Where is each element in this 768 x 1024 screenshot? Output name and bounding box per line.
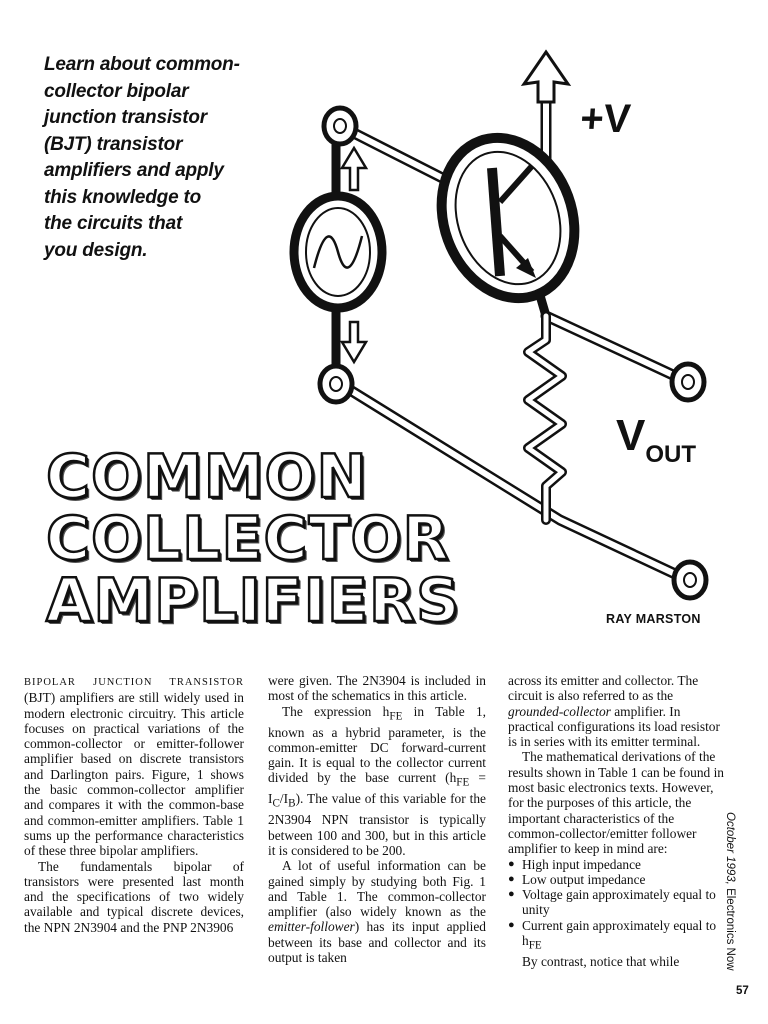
intro-line: junction transistor (44, 107, 207, 128)
article-title (46, 442, 461, 636)
text-run: in Table 1, known as a hybrid parameter, is the common-emitter DC forward-current gain. It is equal to the collector current divided by the base current (h (268, 703, 486, 786)
supply-arrow-icon (524, 52, 568, 102)
issue-sidebar (724, 812, 736, 971)
subscript: B (288, 798, 296, 811)
paragraph: The mathematical derivations of the results shown in Table 1 can be found in most basic electronics texts. However, for the purposes of this article, the important characteristics of the common-collector/emitter follower amplifier to keep in mind are: (508, 749, 725, 857)
text-run: = I (268, 770, 486, 807)
author-byline: RAY MARSTON (606, 612, 701, 626)
text-run: across its emitter and collector. The circuit is also referred to as the (508, 673, 699, 704)
list-item: ● Low output impedance (508, 872, 728, 887)
page-number: 57 (736, 985, 749, 997)
title-line: COLLECTOR (46, 504, 450, 574)
current-arrow-down-icon (342, 322, 366, 362)
lead-smallcaps: BIPOLAR JUNCTION TRANSISTOR (24, 677, 244, 688)
current-arrow-up-icon (342, 148, 366, 190)
paragraph-text: (BJT) amplifiers are still widely used in modern electronic circuitry. This article focuses on practical variations of the common-collector or emitter-follower amplifier based on discrete transistors and Darlington pairs. Figure, 1 shows the basic common-collector amplifier and compares it with the common-base and common-emitter amplifiers. Table 1 sums up the performance characteristics of these three bipolar amplifiers. (24, 690, 244, 859)
text-run: ). The value of this variable for the 2N3904 NPN transistor is typically between 100 and 300, but in this article it is considered to be 200. (268, 791, 486, 858)
emphasis: grounded-collector (508, 703, 611, 719)
body-column-3 (508, 673, 728, 969)
paragraph: The fundamentals bipolar of transistors were presented last month and the specifications of two widely available and typical discrete devices, the NPN 2N3904 and the PNP 2N3906 (24, 858, 244, 935)
paragraph: By contrast, notice that while (522, 954, 680, 970)
paragraph (24, 673, 244, 859)
terminal-input-bottom (320, 366, 352, 402)
emphasis: emitter-follower (268, 919, 355, 935)
intro-line: the circuits that (44, 213, 183, 234)
text-run: ) has its input applied between its base and collector and its output is taken (268, 919, 486, 966)
terminal-output-bottom (674, 562, 706, 598)
vout-main: V (616, 411, 646, 460)
list-item: ● Voltage gain approximately equal to unity (508, 887, 728, 918)
intro-line: you design. (44, 239, 148, 261)
body-column-1 (24, 673, 244, 935)
vout-sub: OUT (645, 441, 697, 468)
title-line: COMMON (46, 442, 368, 512)
intro-line: collector bipolar (44, 80, 189, 102)
text-run: /I (279, 791, 289, 807)
title-line: AMPLIFIERS (46, 566, 461, 636)
paragraph (268, 704, 486, 859)
terminal-input-top (324, 108, 356, 144)
intro-line: (BJT) transistor (44, 133, 183, 155)
intro-line: amplifiers and apply (44, 160, 224, 181)
magazine-name: Electronics Now (724, 884, 736, 971)
terminal-output-top (672, 364, 704, 400)
subscript: FE (528, 939, 542, 952)
text-run: amplifier. In practical configurations its load resistor is in series with its emitter terminal. (508, 703, 720, 750)
paragraph (508, 673, 728, 749)
vout-label (616, 411, 696, 468)
intro-line: this knowledge to (44, 186, 202, 208)
npn-transistor-icon (420, 119, 596, 317)
subscript: FE (456, 777, 470, 790)
supply-label: +V (578, 97, 633, 141)
text-run: Current gain approximately equal to h (522, 917, 717, 949)
body-column-2 (268, 673, 486, 965)
issue-date: October 1993, (724, 812, 736, 885)
text-run: A lot of useful information can be gained simply by studying both Fig. 1 and Table 1. The common-collector amplifier (also widely known as the (268, 858, 486, 920)
characteristics-list (508, 857, 728, 954)
subscript: FE (389, 710, 403, 723)
list-item (508, 918, 728, 954)
subscript: C (272, 798, 280, 811)
paragraph: were given. The 2N3904 is included in most of the schematics in this article. (268, 673, 486, 704)
ac-source-icon (294, 196, 382, 308)
paragraph (268, 858, 486, 965)
list-item: ● High input impedance (508, 857, 728, 872)
intro-line: Learn about common- (44, 54, 240, 75)
text-run: The expression h (282, 703, 390, 719)
